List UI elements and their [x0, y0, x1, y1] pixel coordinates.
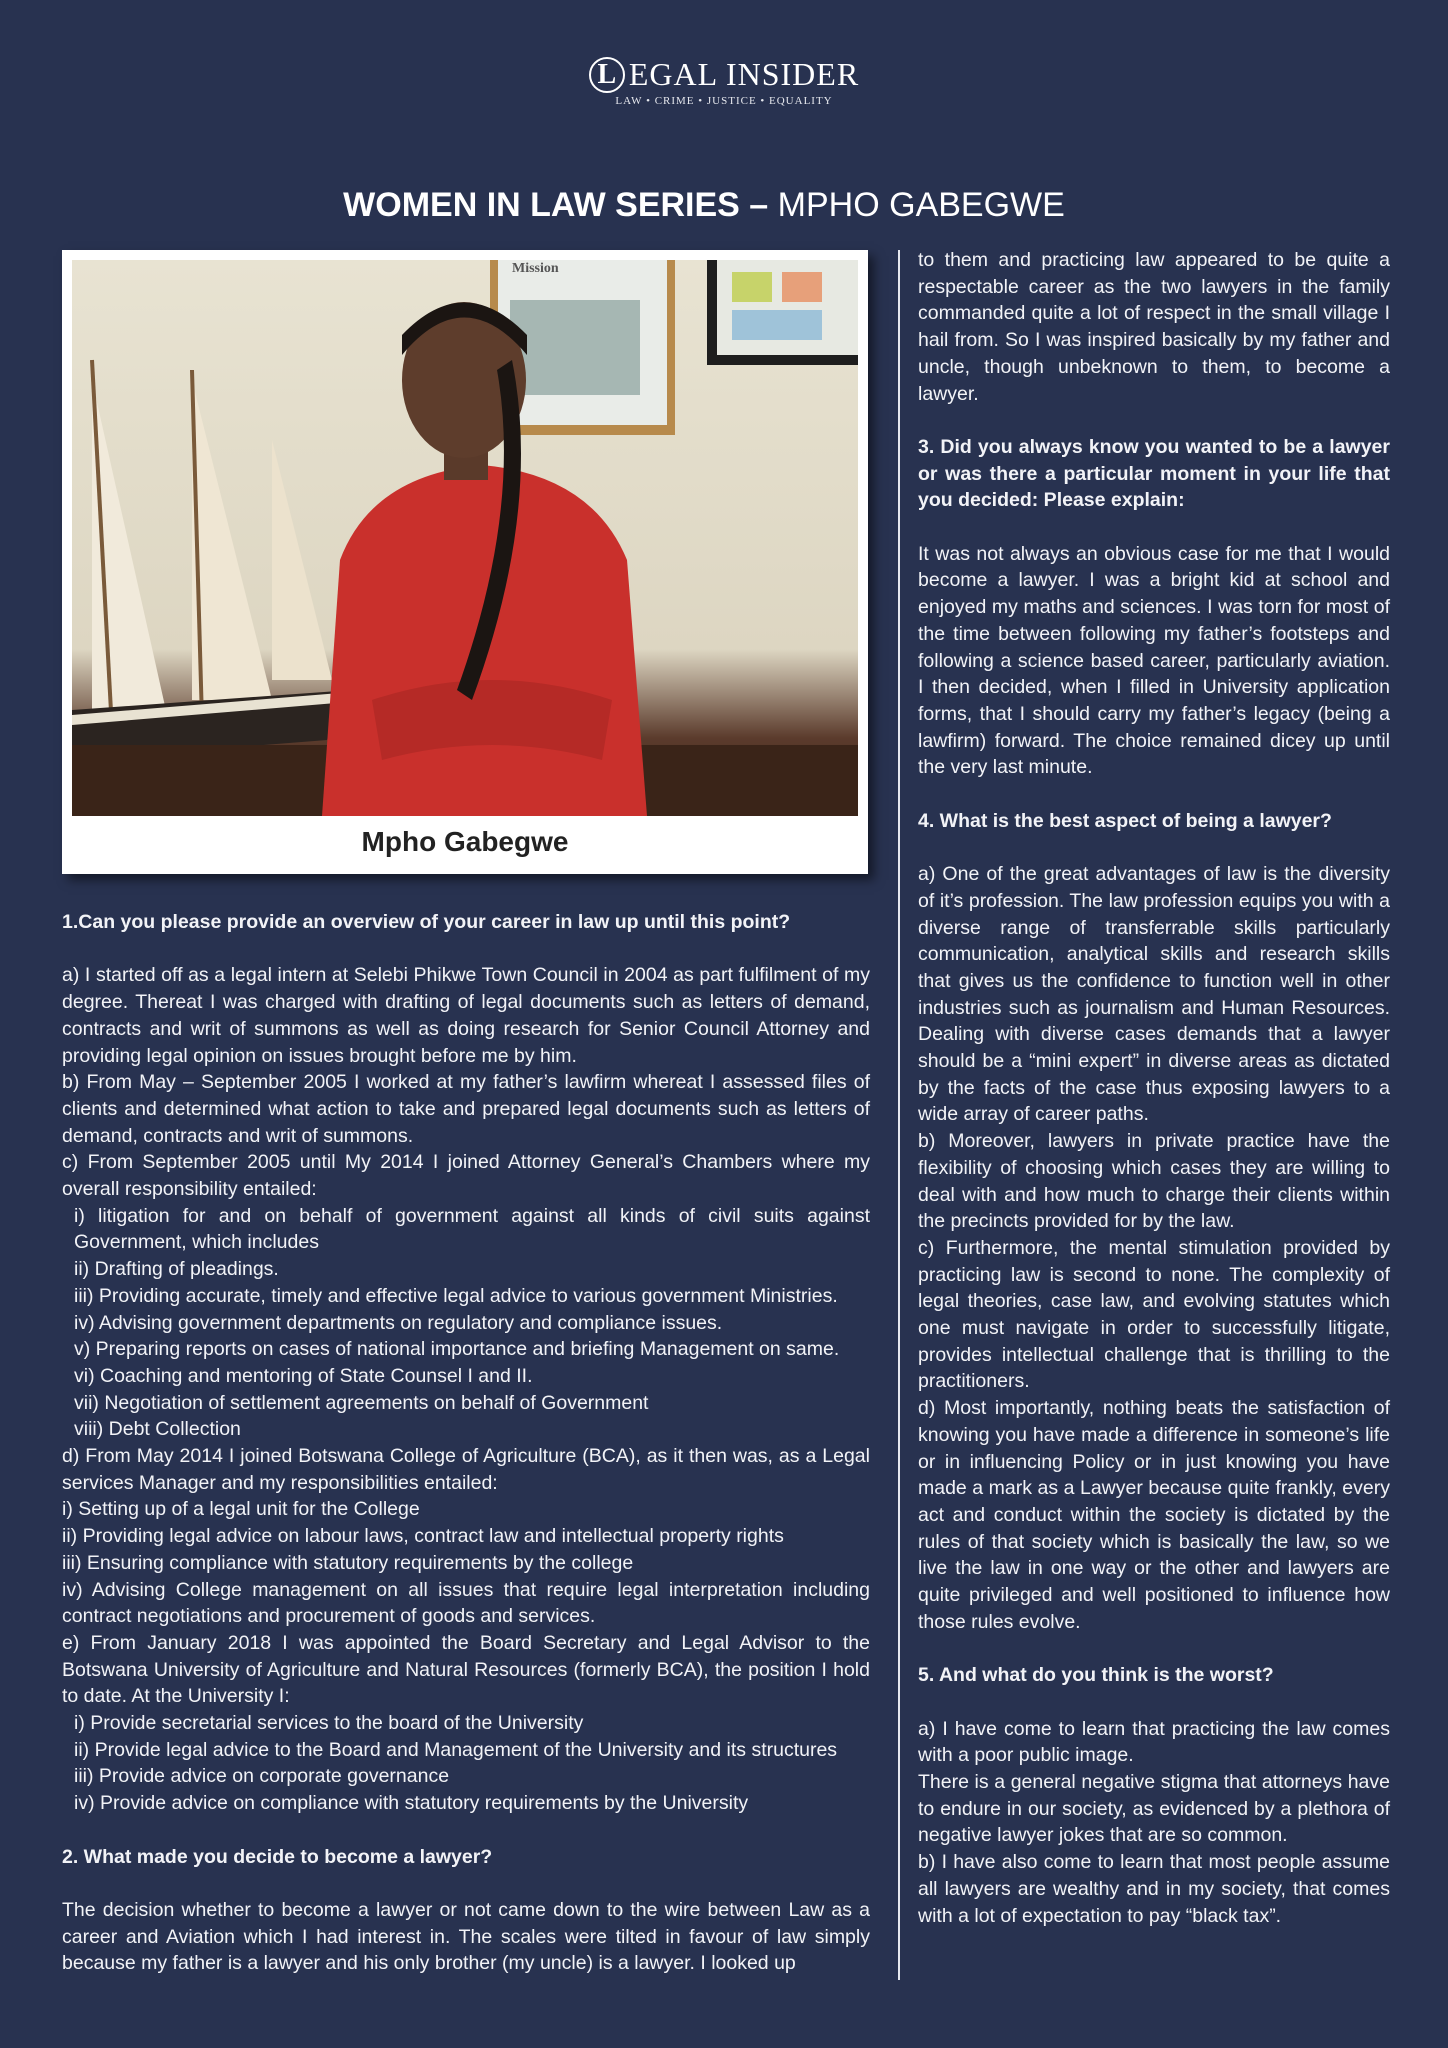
answer-1e: e) From January 2018 I was appointed the Board Secretary and Legal Advisor to the Botswana University of Agriculture and Natural Resources (formerly BCA), the position I hold to date. At the University I:: [62, 1631, 870, 1708]
list-item: vii) Negotiation of settlement agreements on behalf of Government: [74, 1391, 649, 1414]
list-item: ii) Providing legal advice on labour laws, contract law and intellectual property rights: [62, 1525, 784, 1548]
list-item: i) litigation for and on behalf of government against all kinds of civil suits against Government, which includes: [74, 1204, 870, 1254]
question-1: 1.Can you please provide an overview of your career in law up until this point?: [62, 911, 791, 933]
list-item: iv) Advising College management on all issues that require legal interpretation including contract negotiations and procurement of goods and services.: [62, 1578, 870, 1628]
list-item: iv) Provide advice on compliance with statutory requirements by the University: [74, 1792, 749, 1815]
answer-1d: d) From May 2014 I joined Botswana College of Agriculture (BCA), as it then was, as a Legal services Manager and my responsibilities entailed:: [62, 1445, 870, 1494]
list-item: viii) Debt Collection: [74, 1418, 241, 1441]
answer-2: The decision whether to become a lawyer or not came down to the wire between Law as a career and Aviation which I had interest in. The scales were tilted in favour of law simply because my father is a lawyer and his only brother (my uncle) is a lawyer. I looked up: [62, 1898, 870, 1975]
subject-name: MPHO GABEGWE: [777, 186, 1065, 224]
question-3: 3. Did you always know you wanted to be a lawyer or was there a particular moment in your life that you decided: Please explain:: [918, 435, 1390, 512]
logo: [589, 56, 859, 93]
wall-sign-text: Mission: [512, 261, 559, 276]
portrait-photo: [72, 260, 858, 816]
answer-4c: c) Furthermore, the mental stimulation provided by practicing law is second to none. The complexity of legal theories, case law, and evolving statutes which one must navigate in order to successfully litigate, provides intellectual challenge that is thrilling to the practitioners.: [918, 1236, 1390, 1393]
list-item: i) Provide secretarial services to the board of the University: [74, 1712, 584, 1735]
wall-frame-right-block1: [732, 272, 772, 302]
logo-tagline: LAW • CRIME • JUSTICE • EQUALITY: [615, 95, 833, 107]
column-divider: [898, 250, 900, 1980]
left-column: [62, 909, 870, 1977]
portrait-card: [62, 250, 868, 874]
answer-1c: c) From September 2005 until My 2014 I joined Attorney General’s Chambers where my overall responsibility entailed:: [62, 1151, 870, 1201]
answer-4d: d) Most importantly, nothing beats the satisfaction of knowing you have made a difference in someone’s life or in influencing Policy or in just knowing you have made a mark as a Lawyer because quite frankly, every act and conduct within the society is dictated by the rules of that society which is basically the law, so we live the law in one way or the other and lawyers are quite privileged and well positioned to influence how those rules evolve.: [918, 1397, 1390, 1633]
answer-1a: a) I started off as a legal intern at Selebi Phikwe Town Council in 2004 as part fulfilment of my degree. Thereat I was charged with drafting of legal documents such as letters of demand, contracts and writ of summons as well as doing research for Senior Council Attorney and providing legal opinion on issues brought before me by him.: [62, 964, 870, 1067]
wall-frame-chart: [510, 300, 640, 395]
list-item: vi) Coaching and mentoring of State Counsel I and II.: [74, 1364, 533, 1387]
right-column: [918, 247, 1390, 1929]
wall-frame-right-block3: [732, 310, 822, 340]
list-item: ii) Provide legal advice to the Board and Management of the University and its structures: [74, 1738, 838, 1761]
list-item: i) Setting up of a legal unit for the College: [62, 1498, 420, 1521]
logo-name: EGAL INSIDER: [628, 56, 860, 92]
ship-sail-3: [272, 440, 332, 680]
page-title: [0, 186, 1408, 225]
logo-emblem: L: [589, 57, 625, 93]
answer-2-continued: to them and practicing law appeared to be quite a respectable career as the two lawyers in the family commanded quite a lot of respect in the small village I hail from. So I was inspired basically by my father and uncle, though unbeknown to them, to become a lawyer.: [918, 249, 1390, 405]
list-item: iii) Ensuring compliance with statutory requirements by the college: [62, 1551, 634, 1574]
answer-5b: b) I have also come to learn that most people assume all lawyers are wealthy and in my society, that comes with a lot of expectation to pay “black tax”.: [918, 1851, 1390, 1927]
list-item: ii) Drafting of pleadings.: [74, 1258, 279, 1281]
answer-3: It was not always an obvious case for me that I would become a lawyer. I was a bright kid at school and enjoyed my maths and sciences. I was torn for most of the time between following my father’s footsteps and following a science based career, particularly aviation. I then decided, when I filled in University application forms, that I should carry my father’s legacy (being a lawfirm) forward. The choice remained dicey up until the very last minute.: [918, 542, 1390, 779]
series-title: WOMEN IN LAW SERIES –: [343, 186, 769, 224]
question-5: 5. And what do you think is the worst?: [918, 1664, 1274, 1687]
answer-5a: a) I have come to learn that practicing the law comes with a poor public image.: [918, 1717, 1390, 1767]
question-2: 2. What made you decide to become a lawyer?: [62, 1845, 493, 1868]
masthead: [0, 56, 1448, 107]
list-item: iv) Advising government departments on regulatory and compliance issues.: [74, 1311, 723, 1334]
answer-5a-continued: There is a general negative stigma that attorneys have to endure in our society, as evidenced by a plethora of negative lawyer jokes that are so common.: [918, 1770, 1390, 1847]
ship-sail-2: [192, 380, 272, 700]
portrait-illustration: [72, 260, 858, 816]
list-item: iii) Providing accurate, timely and effective legal advice to various government Ministries.: [74, 1284, 838, 1307]
question-4: 4. What is the best aspect of being a lawyer?: [918, 809, 1332, 832]
list-item: iii) Provide advice on corporate governance: [74, 1765, 450, 1788]
answer-4a: a) One of the great advantages of law is the diversity of it’s profession. The law profession equips you with a diverse range of transferrable skills particularly communication, analytical skills and research skills that gives us the confidence to function well in other industries such as journalism and Human Resources. Dealing with diverse cases demands that a lawyer should be a “mini expert” in diverse areas as dictated by the facts of the case thus exposing lawyers to a wide array of career paths.: [918, 863, 1390, 1126]
answer-1b: b) From May – September 2005 I worked at my father’s lawfirm whereat I assessed files of clients and determined what action to take and prepared legal documents such as letters of demand, contracts and writ of summons.: [62, 1071, 870, 1147]
portrait-caption: Mpho Gabegwe: [361, 826, 569, 857]
answer-4b: b) Moreover, lawyers in private practice have the flexibility of choosing which cases they are willing to deal with and how much to charge their clients within the precincts provided for by the law.: [918, 1130, 1390, 1233]
list-item: v) Preparing reports on cases of national importance and briefing Management on same.: [74, 1338, 840, 1361]
wall-frame-right-block2: [782, 272, 822, 302]
